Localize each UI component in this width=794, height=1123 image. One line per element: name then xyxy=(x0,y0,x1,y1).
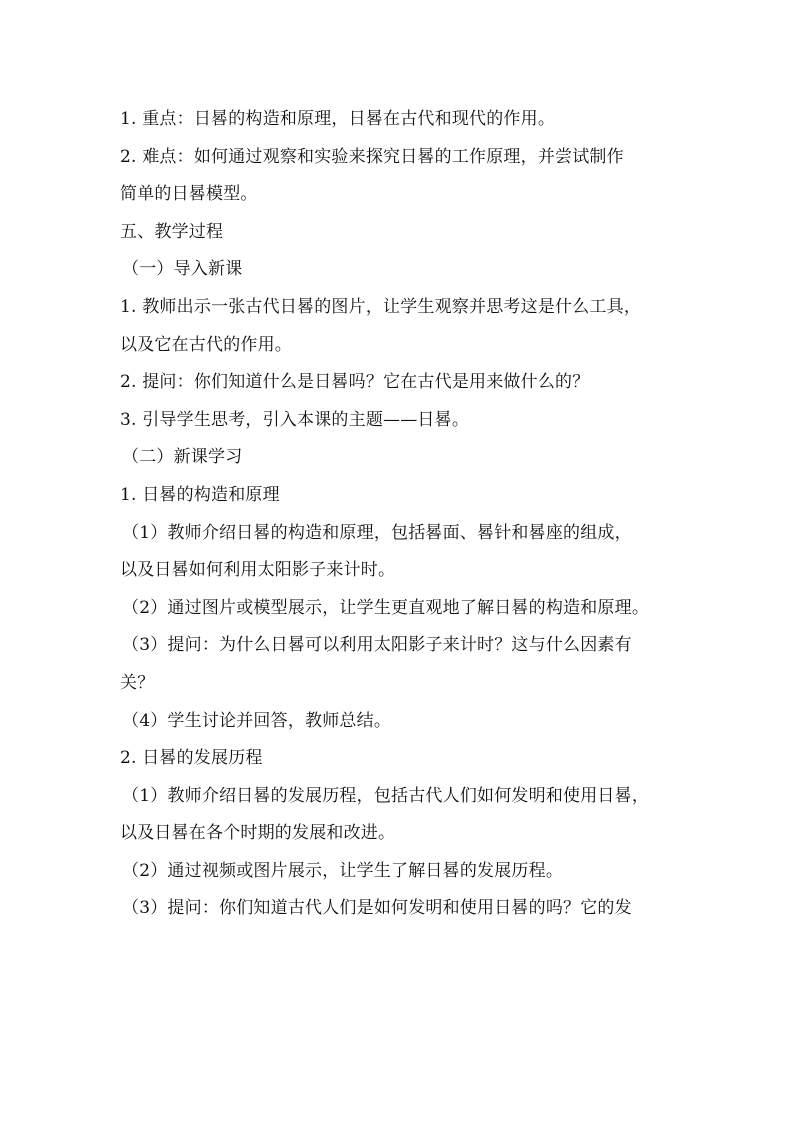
structure-item-3: （3）提问：为什么日晷可以利用太阳影子来计时？这与什么因素有 xyxy=(122,635,632,656)
topic-heading-structure: 1. 日晷的构造和原理 xyxy=(120,484,280,505)
subsection-heading-introduction: （一）导入新课 xyxy=(122,259,243,280)
key-point-line: 1. 重点：日晷的构造和原理，日晷在古代和现代的作用。 xyxy=(120,109,556,129)
section-heading-teaching-process: 五、教学过程 xyxy=(120,221,224,242)
structure-item-1-continued: 以及日晷如何利用太阳影子来计时。 xyxy=(120,560,396,581)
structure-item-2: （2）通过图片或模型展示，让学生更直观地了解日晷的构造和原理。 xyxy=(122,597,650,618)
structure-item-3-continued: 关？ xyxy=(120,672,155,693)
difficulty-line-continued: 简单的日晷模型。 xyxy=(120,184,258,205)
intro-step-3: 3. 引导学生思考，引入本课的主题——日晷。 xyxy=(120,409,470,430)
subsection-heading-new-lesson: （二）新课学习 xyxy=(122,447,243,468)
history-item-3: （3）提问：你们知道古代人们是如何发明和使用日晷的吗？它的发 xyxy=(122,898,632,919)
document-body xyxy=(120,101,680,928)
topic-heading-history: 2. 日晷的发展历程 xyxy=(120,748,263,769)
intro-step-2: 2. 提问：你们知道什么是日晷吗？它在古代是用来做什么的？ xyxy=(120,372,590,393)
structure-item-4: （4）学生讨论并回答，教师总结。 xyxy=(122,710,392,731)
intro-step-1: 1. 教师出示一张古代日晷的图片，让学生观察并思考这是什么工具， xyxy=(120,296,642,317)
history-item-2: （2）通过视频或图片展示，让学生了解日晷的发展历程。 xyxy=(122,860,564,881)
intro-step-1-continued: 以及它在古代的作用。 xyxy=(120,334,292,355)
difficulty-line: 2. 难点：如何通过观察和实验来探究日晷的工作原理，并尝试制作 xyxy=(120,146,624,167)
history-item-1-continued: 以及日晷在各个时期的发展和改进。 xyxy=(120,823,396,844)
structure-item-1: （1）教师介绍日晷的构造和原理，包括晷面、晷针和晷座的组成， xyxy=(122,522,632,543)
history-item-1: （1）教师介绍日晷的发展历程，包括古代人们如何发明和使用日晷， xyxy=(122,785,650,806)
